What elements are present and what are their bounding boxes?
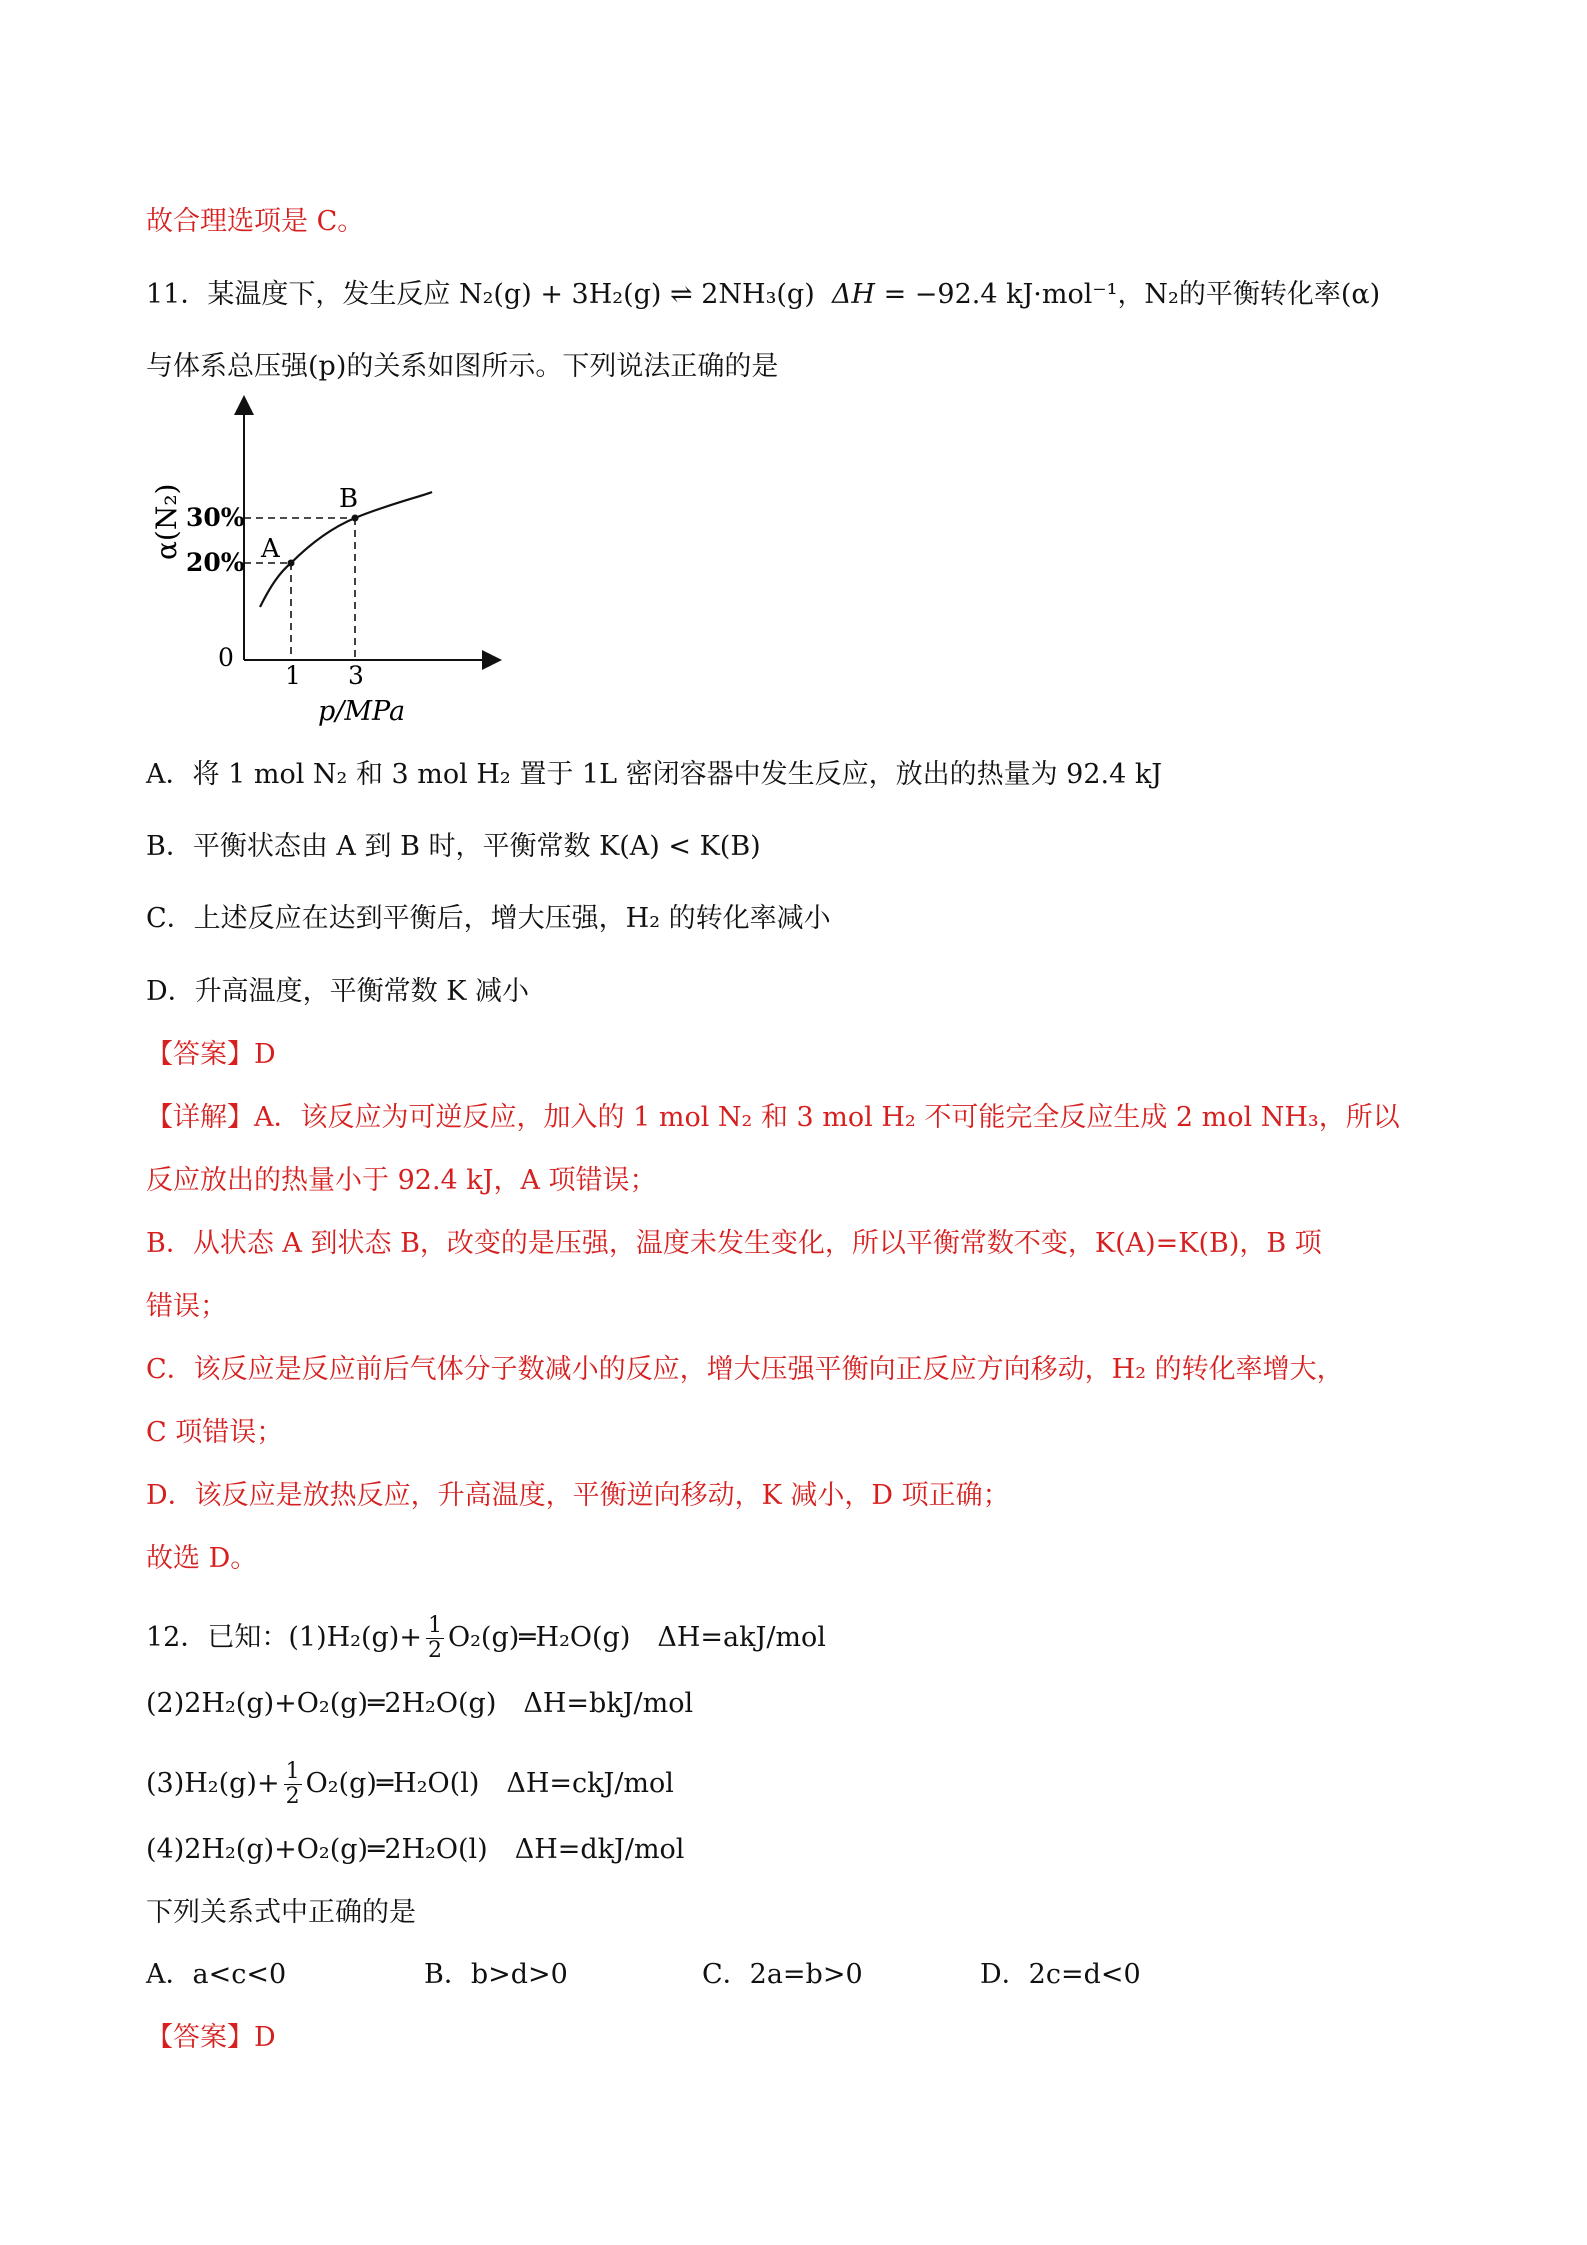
q12-equation-2: (2)2H₂(g)+O₂(g)═2H₂O(g) ΔH=bkJ/mol [146, 1688, 694, 1719]
q11-reaction: N₂(g) + 3H₂(g) ⇌ 2NH₃(g) [458, 279, 815, 310]
q11-stem-line2: 与体系总压强(p)的关系如图所示。下列说法正确的是 [146, 351, 779, 382]
q12-equation-3 [146, 1760, 674, 1809]
q12-equation-4: (4)2H₂(g)+O₂(g)═2H₂O(l) ΔH=dkJ/mol [146, 1834, 685, 1865]
q11-option-a: A．将 1 mol N₂ 和 3 mol H₂ 置于 1L 密闭容器中发生反应，放出的热量为 92.4 kJ [146, 759, 1163, 790]
q12-equation-1 [146, 1614, 826, 1663]
q11-dh-label: ΔH [831, 279, 875, 310]
q12-eq1-post: O₂(g)═H₂O(g) ΔH=akJ/mol [447, 1622, 826, 1653]
q11-number: 11． [146, 279, 208, 310]
q11-explanation-7: D．该反应是放热反应，升高温度，平衡逆向移动，K 减小，D 项正确； [146, 1480, 1010, 1511]
point-b-marker [352, 515, 359, 522]
q11-option-d: D．升高温度，平衡常数 K 减小 [146, 976, 529, 1007]
q12-eq3-post: O₂(g)═H₂O(l) ΔH=ckJ/mol [305, 1768, 674, 1799]
q12-eq1-pre: 12．已知：(1)H₂(g)+ [146, 1622, 422, 1653]
q11-option-c: C．上述反应在达到平衡后，增大压强，H₂ 的转化率减小 [146, 903, 831, 934]
fraction-half: $\frac{1}{2}$ [285, 1759, 300, 1809]
q11-explanation-1: 【详解】A．该反应为可逆反应，加入的 1 mol N₂ 和 3 mol H₂ 不可能完全反应生成 2 mol NH₃，所以 [146, 1102, 1400, 1133]
q12-eq3-pre: (3)H₂(g)+ [146, 1768, 280, 1799]
q11-conclusion: 故选 D。 [146, 1543, 258, 1574]
point-b-label: B [339, 484, 359, 514]
previous-conclusion: 故合理选项是 C。 [146, 206, 365, 237]
q12-stem: 下列关系式中正确的是 [146, 1897, 416, 1928]
ytick-30: 30% [186, 503, 245, 532]
q11-intro-post: ，N₂的平衡转化率(α) [1117, 279, 1381, 310]
fraction-half: $\frac{1}{2}$ [427, 1613, 442, 1663]
x-axis-label: p/MPa [318, 696, 406, 727]
q11-intro: 某温度下，发生反应 [207, 279, 451, 310]
ytick-20: 20% [186, 548, 245, 577]
origin-label: 0 [218, 643, 234, 672]
xtick-1: 1 [285, 661, 301, 690]
q11-dh-value: = −92.4 kJ·mol⁻¹ [874, 279, 1118, 310]
q11-option-b: B．平衡状态由 A 到 B 时，平衡常数 K(A) < K(B) [146, 831, 761, 862]
q11-explanation-3: B．从状态 A 到状态 B，改变的是压强，温度未发生变化，所以平衡常数不变，K(A)=K(B)，B 项 [146, 1228, 1322, 1259]
conversion-pressure-graph [146, 395, 506, 735]
q11-explanation-4: 错误； [146, 1291, 227, 1322]
q11-answer: 【答案】D [146, 1039, 276, 1070]
q12-answer: 【答案】D [146, 2022, 276, 2053]
xtick-3: 3 [348, 661, 364, 690]
y-axis-label: α(N₂) [150, 483, 183, 560]
q11-stem-line1 [146, 278, 1380, 312]
point-a-marker [288, 560, 295, 567]
point-a-label: A [261, 534, 280, 564]
q11-explanation-6: C 项错误； [146, 1417, 284, 1448]
q12-option-a: A．a<c<0 [146, 1959, 287, 1990]
q12-option-b: B．b>d>0 [424, 1959, 568, 1990]
q11-explanation-5: C．该反应是反应前后气体分子数减小的反应，增大压强平衡向正反应方向移动，H₂ 的转化率增大， [146, 1354, 1344, 1385]
q11-explanation-2: 反应放出的热量小于 92.4 kJ，A 项错误； [146, 1165, 657, 1196]
q12-option-c: C．2a=b>0 [702, 1959, 863, 1990]
q12-option-d: D．2c=d<0 [980, 1959, 1141, 1990]
